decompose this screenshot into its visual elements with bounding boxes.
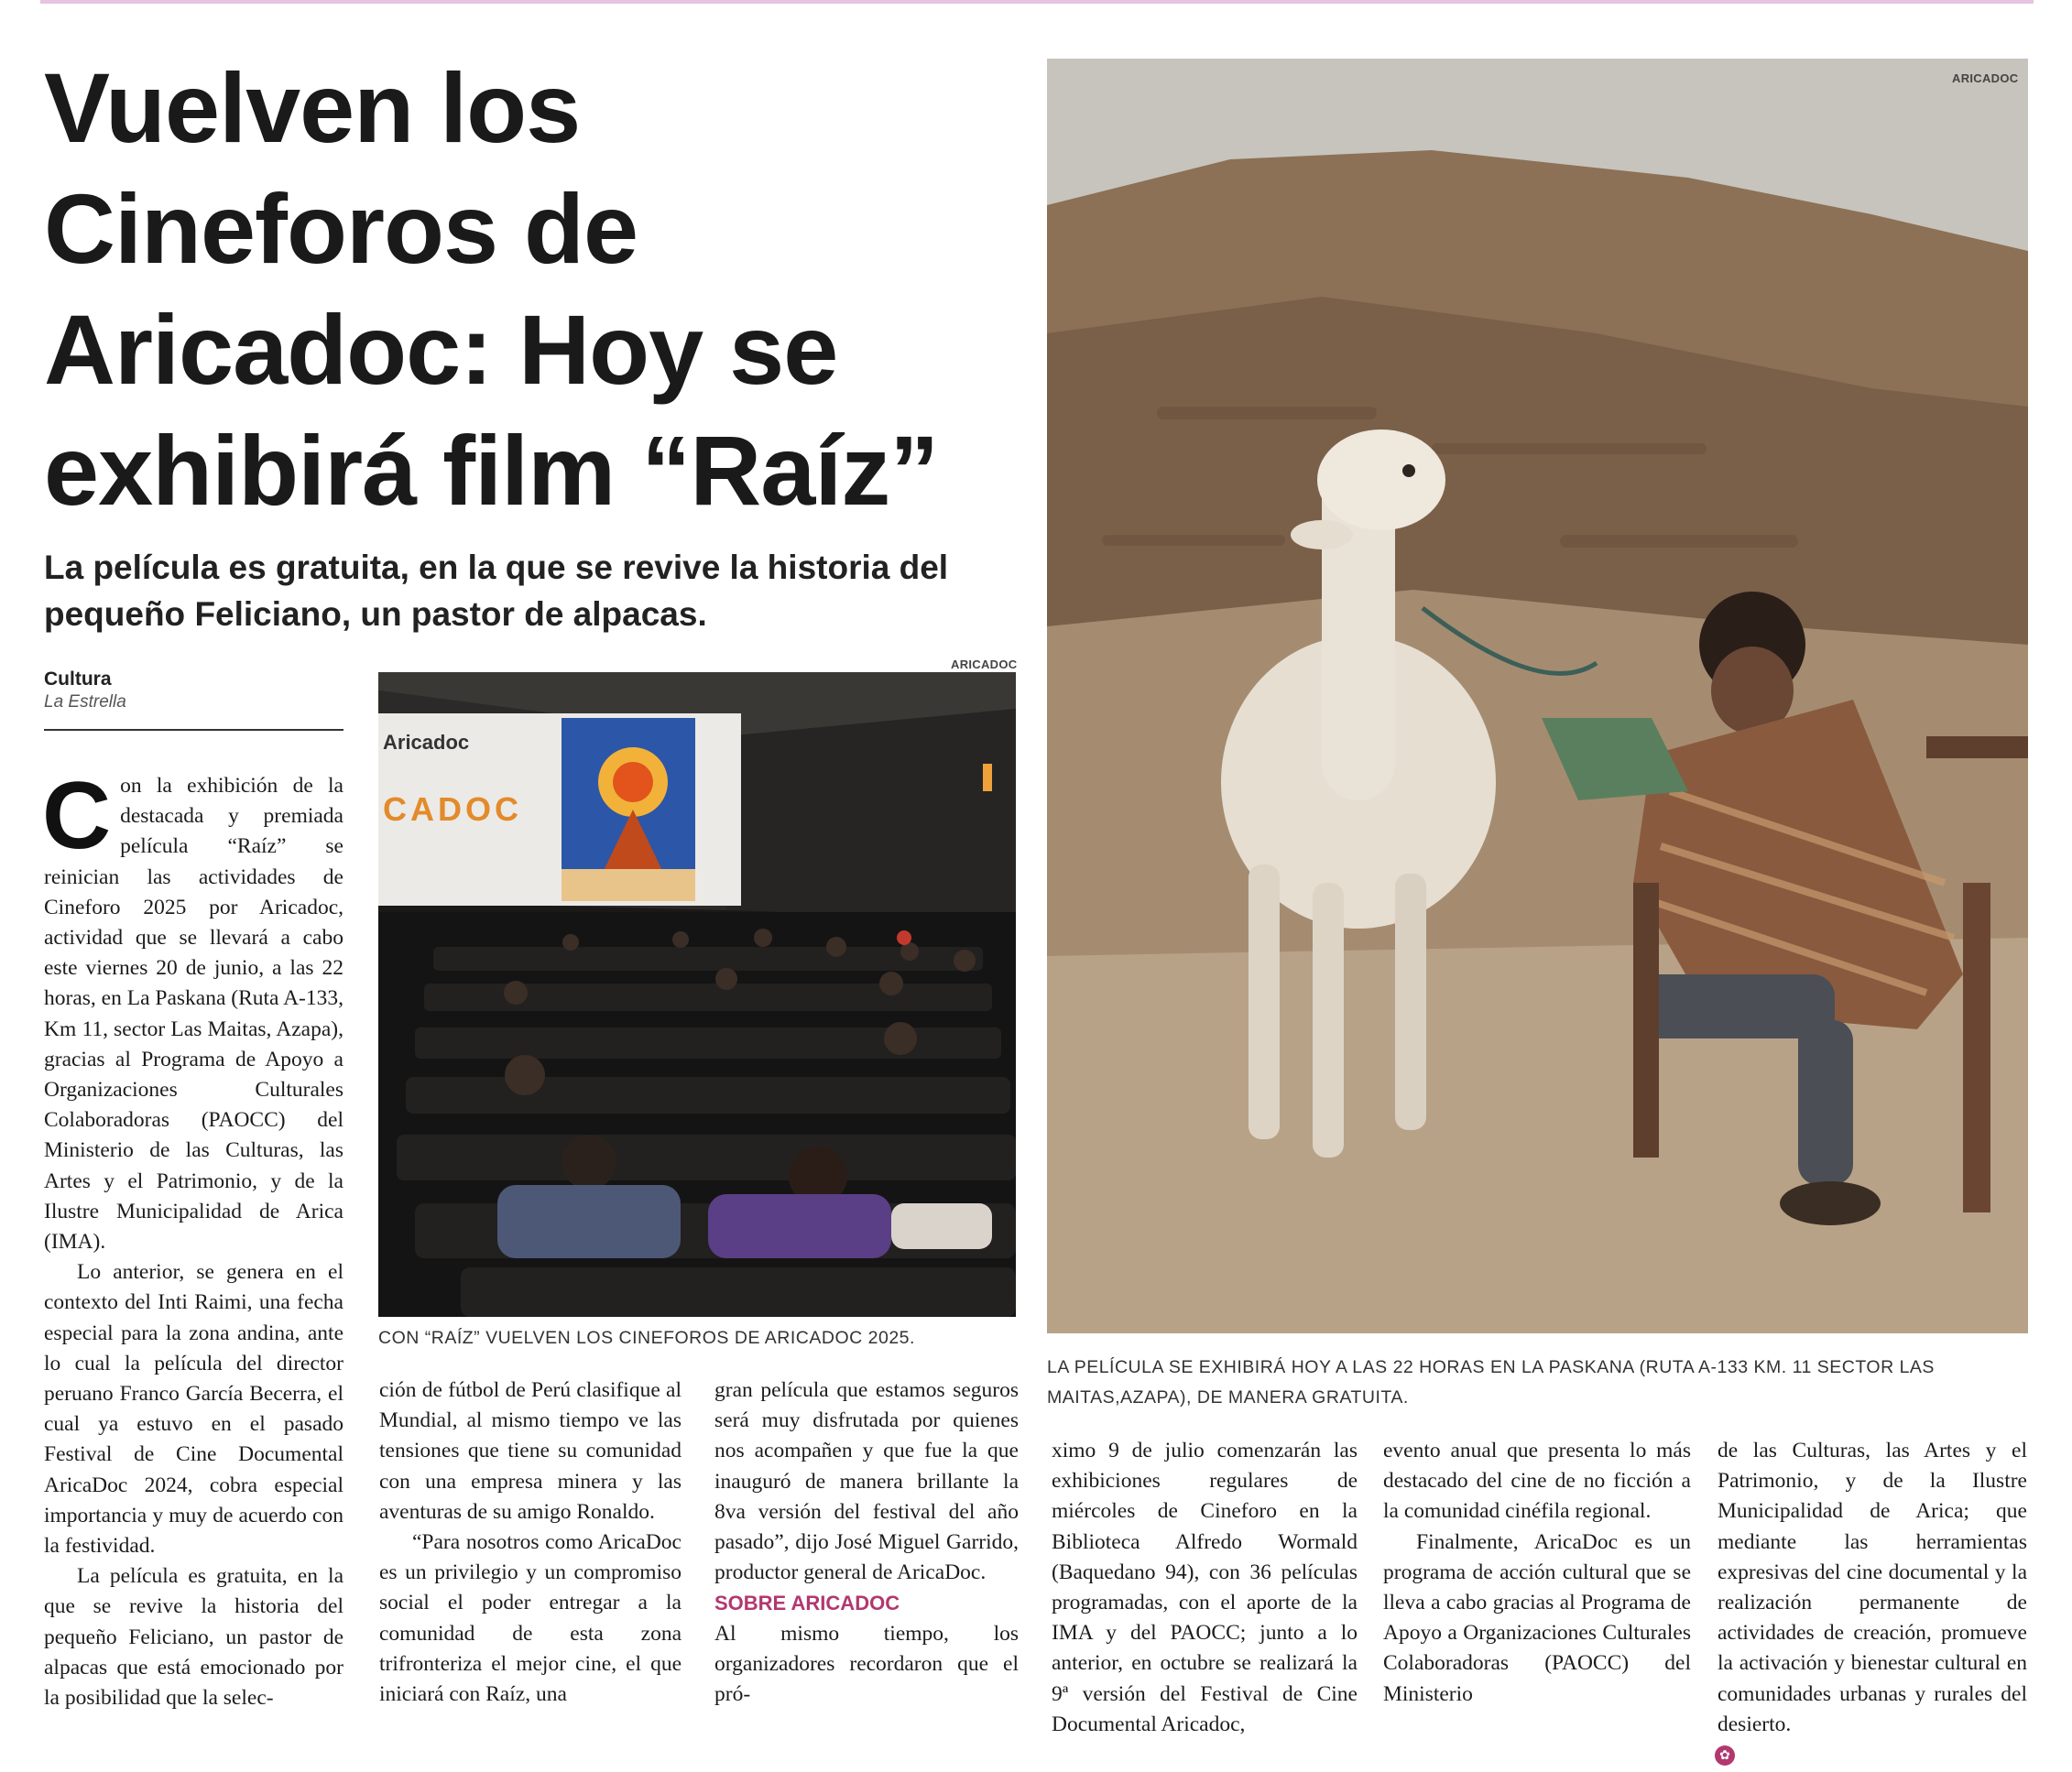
photo-caption bbox=[1047, 1353, 2036, 1413]
photo-credit: ARICADOC bbox=[1952, 71, 2019, 85]
body-paragraph: de las Culturas, las Artes y el Patrimonio, y de la Ilustre Municipalidad de Arica; que mediante las herramientas expresivas del cine documental y la realización permanente de actividades de creación, promueve la activación y bienestar cultural en comunidades urbanas y rurales del desierto. bbox=[1718, 1439, 2027, 1736]
body-column-2 bbox=[379, 1375, 682, 1710]
body-column-3 bbox=[714, 1375, 1019, 1710]
source-label: La Estrella bbox=[44, 692, 126, 712]
body-column-6 bbox=[1718, 1436, 2027, 1740]
cinema-photo bbox=[378, 672, 1016, 1317]
headline-line: Vuelven los bbox=[44, 52, 581, 163]
photo-caption: CON “RAÍZ” VUELVEN LOS CINEFOROS DE ARICADOC 2025. bbox=[378, 1328, 915, 1348]
screen-logo-text: Aricadoc bbox=[383, 731, 470, 754]
cinema-illustration bbox=[378, 672, 1016, 1317]
body-paragraph: Al mismo tiempo, los organizadores recordaron que el pró- bbox=[714, 1621, 1019, 1707]
section-subheading: SOBRE ARICADOC bbox=[714, 1592, 900, 1615]
body-paragraph: La película es gratuita, en la que se revive la historia del pequeño Feliciano, un pastor de alpacas que está emocionado por la posibilidad que la selec- bbox=[44, 1564, 344, 1711]
end-mark-icon: ✿ bbox=[1715, 1745, 1735, 1766]
headline bbox=[44, 48, 1015, 531]
paragraph-text: on la exhibición de la destacada y premiada película “Raíz” se reinician las actividades de Cineforo 2025 por Aricadoc, actividad que se llevará a cabo este viernes 20 de junio, a las 22 horas, en La Paskana (Ruta A-133, Km 11, sector Las Maitas, Azapa), gracias al Programa de Apoyo a Organizaciones Culturales Colaboradoras (PAOCC) del Ministerio de las Culturas, las Artes y el Patrimonio, y de la Ilustre Municipalidad de Arica (IMA). bbox=[44, 774, 344, 1255]
body-paragraph bbox=[42, 763, 344, 1257]
headline-line: Aricadoc: Hoy se bbox=[44, 294, 838, 405]
body-paragraph: Lo anterior, se genera en el contexto del Inti Raimi, una fecha especial para la zona andina, ante lo cual la película del director peruano Franco García Becerra, el cual ya estuvo en el pasado Festival de Cine Documental AricaDoc 2024, cobra especial importancia y muy de acuerdo con la festividad. bbox=[44, 1260, 344, 1559]
top-border bbox=[40, 0, 2034, 4]
section-label: Cultura bbox=[44, 669, 112, 690]
body-column-1 bbox=[42, 763, 344, 1713]
body-paragraph: “Para nosotros como AricaDoc es un privilegio y un compromiso social el poder entregar a la comunidad de esta zona trifronteriza el mejor cine, el que iniciará con Raíz, una bbox=[379, 1530, 682, 1707]
subheadline bbox=[44, 544, 1015, 637]
alpaca-illustration bbox=[1047, 59, 2028, 1333]
drop-cap: C bbox=[42, 763, 112, 869]
byline-divider bbox=[44, 729, 344, 731]
body-paragraph: ximo 9 de julio comenzarán las exhibiciones regulares de miércoles de Cineforo en la Biblioteca Alfredo Wormald (Baquedano 94), con 36 películas programadas, con el aporte de la IMA y del PAOCC; junto a lo anterior, en octubre se realizará la 9ª versión del Festival de Cine Documental Aricadoc, bbox=[1052, 1439, 1358, 1736]
headline-line: Cineforos de bbox=[44, 173, 638, 284]
body-column-4 bbox=[1052, 1436, 1358, 1740]
headline-line: exhibirá film “Raíz” bbox=[44, 415, 939, 526]
body-paragraph: gran película que estamos seguros será muy disfrutada por quienes nos acompañen y que fue la que inauguró de manera brillante la 8va versión del festival del año pasado”, dijo José Miguel Garrido, productor general de AricaDoc. bbox=[714, 1378, 1019, 1585]
screen-word-text: CADOC bbox=[383, 790, 522, 828]
body-paragraph: Finalmente, AricaDoc es un programa de acción cultural que se lleva a cabo gracias al Programa de Apoyo a Organizaciones Culturales Colaboradoras (PAOCC) del Ministerio bbox=[1383, 1529, 1691, 1706]
alpaca-photo bbox=[1047, 59, 2028, 1333]
body-column-5 bbox=[1383, 1436, 1691, 1710]
body-paragraph: evento anual que presenta lo más destacado del cine de no ficción a la comunidad cinéfila regional. bbox=[1383, 1439, 1691, 1524]
subheadline-line: La película es gratuita, en la que se revive la historia del bbox=[44, 549, 949, 586]
body-paragraph: ción de fútbol de Perú clasifique al Mundial, al mismo tiempo ve las tensiones que tiene su comunidad con una empresa minera y las aventuras de su amigo Ronaldo. bbox=[379, 1378, 682, 1524]
photo-credit: ARICADOC bbox=[951, 658, 1018, 671]
caption-line: MAITAS,AZAPA), DE MANERA GRATUITA. bbox=[1047, 1387, 1409, 1408]
caption-line: LA PELÍCULA SE EXHIBIRÁ HOY A LAS 22 HORAS EN LA PASKANA (RUTA A-133 KM. 11 SECTOR LAS bbox=[1047, 1357, 1935, 1377]
subheadline-line: pequeño Feliciano, un pastor de alpacas. bbox=[44, 595, 707, 633]
